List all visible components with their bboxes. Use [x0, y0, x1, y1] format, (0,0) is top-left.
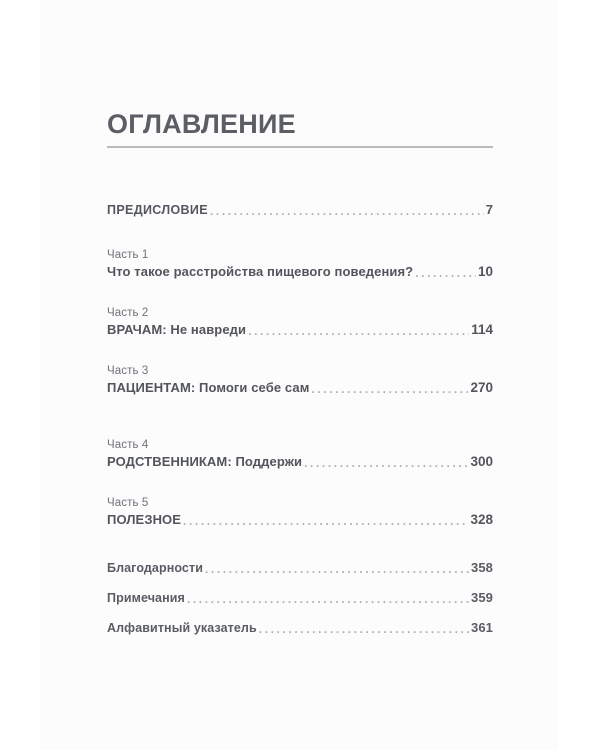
toc-entry-page: 328: [470, 512, 493, 528]
part-kicker: Часть 3: [107, 365, 149, 377]
toc-entry-part[interactable]: [107, 380, 493, 395]
toc-entry-page: 361: [471, 620, 493, 635]
toc-entry-page: 300: [470, 454, 493, 470]
toc-entry-part[interactable]: [107, 512, 493, 527]
toc-entry-title: Примечания: [107, 591, 185, 605]
toc-entry-part[interactable]: [107, 264, 493, 279]
toc-entry-page: 10: [477, 264, 493, 280]
dot-leader: [210, 205, 484, 218]
page-title: ОГЛАВЛЕНИЕ: [107, 109, 296, 139]
toc-entry-front-matter[interactable]: [107, 202, 493, 217]
toc-entry-title: РОДСТВЕННИКАМ: Поддержи: [107, 454, 303, 470]
toc-entry-back-matter[interactable]: [107, 560, 493, 575]
dot-leader: [311, 382, 468, 395]
toc-entry-page: 270: [470, 380, 493, 396]
toc-entry-page: 114: [471, 322, 493, 338]
toc-part-block: [107, 306, 493, 337]
toc-entry-title: ПРЕДИСЛОВИЕ: [107, 203, 208, 217]
toc-entry-title: ПАЦИЕНТАМ: Помоги себе сам: [107, 380, 310, 396]
toc-entry-title: ПОЛЕЗНОЕ: [107, 512, 182, 528]
dot-leader: [205, 563, 469, 576]
part-kicker: Часть 4: [107, 439, 149, 451]
dot-leader: [259, 623, 469, 636]
part-kicker: Часть 2: [107, 307, 149, 319]
toc-entry-part[interactable]: [107, 322, 493, 337]
part-kicker: Часть 5: [107, 497, 149, 509]
dot-leader: [415, 266, 476, 279]
title-divider: [107, 146, 493, 148]
toc-part-block: [107, 438, 493, 469]
toc-entry-page: 359: [471, 590, 493, 605]
dot-leader: [248, 324, 469, 337]
part-kicker: Часть 1: [107, 249, 149, 261]
dot-leader: [183, 514, 468, 527]
toc-entry-title: Алфавитный указатель: [107, 621, 257, 635]
toc-entry-back-matter[interactable]: [107, 590, 493, 605]
toc-entry-title: Что такое расстройства пищевого поведения?: [107, 264, 414, 280]
toc-entry-page: 358: [471, 560, 493, 575]
toc-part-block: [107, 248, 493, 279]
toc-part-block: [107, 496, 493, 527]
toc-entry-title: ВРАЧАМ: Не навреди: [107, 322, 247, 338]
toc-entry-page: 7: [485, 202, 493, 217]
dot-leader: [304, 456, 468, 469]
dot-leader: [187, 593, 469, 606]
toc-entry-title: Благодарности: [107, 561, 203, 575]
toc-entry-back-matter[interactable]: [107, 620, 493, 635]
toc-entry-part[interactable]: [107, 454, 493, 469]
toc-part-block: [107, 364, 493, 395]
